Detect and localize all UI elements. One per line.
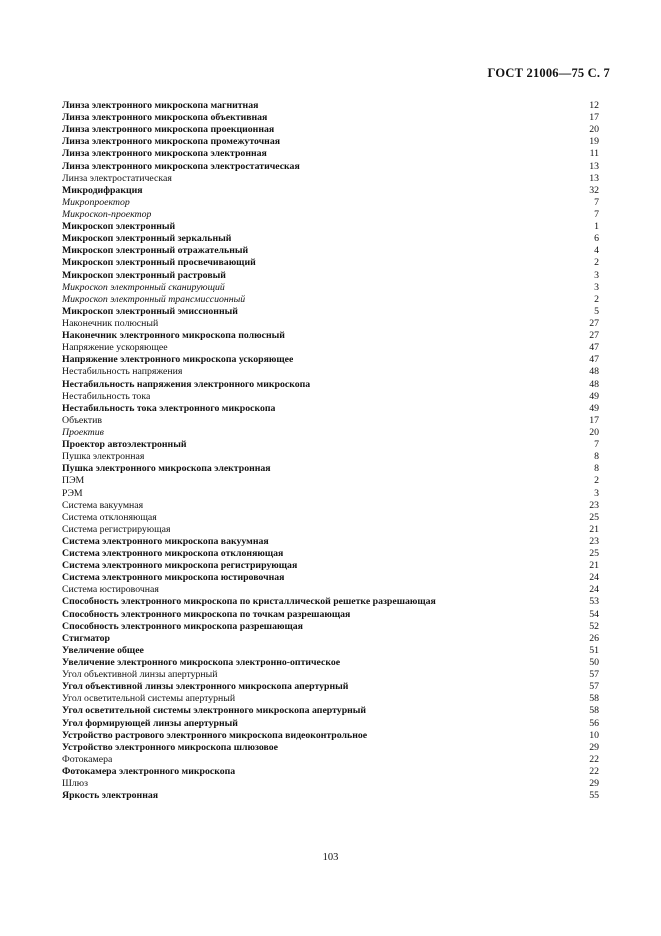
index-entry (62, 148, 599, 160)
index-page-ref: 10 (589, 729, 599, 741)
index-entry (62, 221, 599, 233)
index-page-ref: 24 (589, 584, 599, 596)
index-entry (62, 512, 599, 524)
index-term: Угол объективной линзы электронного микроскопа апертурный (62, 681, 349, 693)
index-term: Нестабильность напряжения электронного микроскопа (62, 378, 311, 390)
index-entry (62, 245, 599, 257)
index-entry (62, 233, 599, 245)
index-term: Система регистрирующая (62, 523, 171, 535)
index-term: Система электронного микроскопа вакуумная (62, 535, 269, 547)
index-entry (62, 451, 599, 463)
index-page-ref: 47 (589, 342, 599, 354)
index-term: Линза электронного микроскопа проекционная (62, 124, 275, 136)
index-term: Фотокамера электронного микроскопа (62, 766, 236, 778)
index-entry (62, 488, 599, 500)
index-entry (62, 209, 599, 221)
index-entry (62, 790, 599, 802)
index-page-ref: 2 (594, 475, 599, 487)
index-page-ref: 7 (594, 196, 599, 208)
index-entry (62, 609, 599, 621)
index-entry (62, 633, 599, 645)
index-entry (62, 718, 599, 730)
index-entry (62, 621, 599, 633)
index-entry (62, 681, 599, 693)
index-entry (62, 136, 599, 148)
index-term: Стигматор (62, 632, 111, 644)
index-term: Напряжение ускоряющее (62, 342, 168, 354)
index-term: Объектив (62, 414, 103, 426)
index-entry (62, 766, 599, 778)
index-page-ref: 22 (589, 753, 599, 765)
index-page-ref: 47 (589, 354, 599, 366)
index-term: Пушка электронного микроскопа электронная (62, 463, 271, 475)
index-page-ref: 23 (589, 535, 599, 547)
index-term: Линза электростатическая (62, 172, 172, 184)
index-entry (62, 173, 599, 185)
document-header: ГОСТ 21006—75 С. 7 (487, 66, 610, 80)
index-entry (62, 584, 599, 596)
index-term: Фотокамера (62, 753, 113, 765)
index-page-ref: 11 (589, 148, 599, 160)
index-term: Шлюз (62, 778, 88, 790)
index-term: Способность электронного микроскопа по кристаллической решетке разрешающая (62, 596, 436, 608)
index-page-ref: 2 (594, 257, 599, 269)
index-entry (62, 730, 599, 742)
index-page-ref: 13 (589, 172, 599, 184)
index-term: Микроскоп электронный просвечивающий (62, 257, 256, 269)
index-entry (62, 282, 599, 294)
index-page-ref: 58 (589, 705, 599, 717)
index-entry (62, 754, 599, 766)
index-term: Устройство электронного микроскопа шлюзовое (62, 741, 279, 753)
index-term: Нестабильность тока (62, 390, 151, 402)
index-term: Система отклоняющая (62, 511, 157, 523)
index-term: Проектив (62, 426, 104, 438)
index-term: Угол осветительной системы апертурный (62, 693, 236, 705)
index-term: Угол осветительной системы электронного микроскопа апертурный (62, 705, 367, 717)
index-entry (62, 778, 599, 790)
index-term: Нестабильность напряжения (62, 366, 183, 378)
index-page-ref: 6 (594, 233, 599, 245)
index-term: Увеличение общее (62, 644, 144, 656)
index-page-ref: 32 (589, 184, 599, 196)
index-page-ref: 48 (589, 378, 599, 390)
index-page-ref: 3 (594, 281, 599, 293)
index-page-ref: 55 (589, 790, 599, 802)
index-term: Микроскоп электронный растровый (62, 269, 226, 281)
index-term: Увеличение электронного микроскопа электронно-оптическое (62, 657, 341, 669)
index-term: Микроскоп электронный трансмиссионный (62, 293, 246, 305)
index-page-ref: 51 (589, 644, 599, 656)
index-entry (62, 354, 599, 366)
index-entry (62, 524, 599, 536)
index-term: Угол формирующей линзы апертурный (62, 717, 238, 729)
index-term: Линза электронного микроскопа магнитная (62, 100, 259, 111)
index-page-ref: 25 (589, 548, 599, 560)
index-entry (62, 657, 599, 669)
index-entry (62, 100, 599, 112)
index-page-ref: 20 (589, 124, 599, 136)
index-term: Способность электронного микроскопа разрешающая (62, 620, 303, 632)
index-page-ref: 8 (594, 451, 599, 463)
index-entry (62, 185, 599, 197)
index-page-ref: 7 (594, 208, 599, 220)
index-entry (62, 112, 599, 124)
index-entry (62, 379, 599, 391)
index-page-ref: 58 (589, 693, 599, 705)
index-term: Пушка электронная (62, 451, 145, 463)
index-entry (62, 124, 599, 136)
index-entry (62, 427, 599, 439)
index-entry (62, 197, 599, 209)
index-page-ref: 27 (589, 330, 599, 342)
index-page-ref: 13 (589, 160, 599, 172)
index-term: Микроскоп электронный эмиссионный (62, 305, 238, 317)
index-term: Система электронного микроскопа регистрирующая (62, 560, 298, 572)
index-term: Нестабильность тока электронного микроскопа (62, 402, 276, 414)
index-term: ПЭМ (62, 475, 85, 487)
index-entry (62, 536, 599, 548)
index-page-ref: 7 (594, 439, 599, 451)
index-page-ref: 12 (589, 100, 599, 111)
index-page-ref: 17 (589, 112, 599, 124)
index-entry (62, 366, 599, 378)
index-term: Наконечник полюсный (62, 317, 159, 329)
index-term: Система вакуумная (62, 499, 144, 511)
page-number: 103 (322, 852, 339, 863)
index-term: Микроскоп электронный (62, 221, 176, 233)
index-page-ref: 25 (589, 511, 599, 523)
index-term: Устройство растрового электронного микроскопа видеоконтрольное (62, 729, 368, 741)
index-entry (62, 415, 599, 427)
index-term: Способность электронного микроскопа по точкам разрешающая (62, 608, 351, 620)
index-term: Линза электронного микроскопа электростатическая (62, 160, 300, 172)
index-term: РЭМ (62, 487, 83, 499)
index-page-ref: 54 (589, 608, 599, 620)
index-term: Система электронного микроскопа отклоняющая (62, 548, 284, 560)
index-entry (62, 560, 599, 572)
index-entry (62, 705, 599, 717)
index-term: Угол объективной линзы апертурный (62, 669, 218, 681)
index-page-ref: 29 (589, 778, 599, 790)
index-page-ref: 22 (589, 766, 599, 778)
index-page-ref: 5 (594, 305, 599, 317)
index-entry (62, 596, 599, 608)
index-page-ref: 23 (589, 499, 599, 511)
index-term: Яркость электронная (62, 790, 159, 802)
index-page-ref: 1 (594, 221, 599, 233)
index-page-ref: 8 (594, 463, 599, 475)
index-term: Наконечник электронного микроскопа полюсный (62, 330, 285, 342)
index-term: Система электронного микроскопа юстировочная (62, 572, 285, 584)
index-page-ref: 56 (589, 717, 599, 729)
index-term: Микроскоп электронный зеркальный (62, 233, 232, 245)
index-entry (62, 403, 599, 415)
index-entry (62, 669, 599, 681)
index-page-ref: 26 (589, 632, 599, 644)
index-page-ref: 19 (589, 136, 599, 148)
index-page-ref: 3 (594, 487, 599, 499)
index-page-ref: 49 (589, 402, 599, 414)
index-list (62, 100, 599, 802)
index-page-ref: 53 (589, 596, 599, 608)
index-term: Линза электронного микроскопа объективная (62, 112, 268, 124)
index-page-ref: 4 (594, 245, 599, 257)
index-entry (62, 645, 599, 657)
index-page-ref: 21 (589, 523, 599, 535)
index-entry (62, 257, 599, 269)
index-entry (62, 548, 599, 560)
index-entry (62, 294, 599, 306)
index-entry (62, 161, 599, 173)
index-entry (62, 330, 599, 342)
index-page-ref: 2 (594, 293, 599, 305)
index-page-ref: 3 (594, 269, 599, 281)
index-page-ref: 52 (589, 620, 599, 632)
index-term: Микроскоп электронный сканирующий (62, 281, 225, 293)
index-term: Микродифракция (62, 184, 143, 196)
index-term: Линза электронного микроскопа электронная (62, 148, 267, 160)
index-entry (62, 439, 599, 451)
index-page-ref: 29 (589, 741, 599, 753)
index-term: Напряжение электронного микроскопа ускоряющее (62, 354, 294, 366)
index-term: Линза электронного микроскопа промежуточная (62, 136, 281, 148)
index-term: Проектор автоэлектронный (62, 439, 187, 451)
index-page-ref: 50 (589, 657, 599, 669)
index-entry (62, 693, 599, 705)
index-entry (62, 572, 599, 584)
index-term: Система юстировочная (62, 584, 159, 596)
index-entry (62, 306, 599, 318)
index-entry (62, 342, 599, 354)
index-page-ref: 21 (589, 560, 599, 572)
index-term: Микропроектор (62, 196, 130, 208)
index-term: Микроскоп электронный отражательный (62, 245, 249, 257)
index-term: Микроскоп-проектор (62, 208, 152, 220)
index-page-ref: 27 (589, 317, 599, 329)
index-entry (62, 318, 599, 330)
index-entry (62, 500, 599, 512)
index-page-ref: 20 (589, 426, 599, 438)
index-page-ref: 49 (589, 390, 599, 402)
index-entry (62, 475, 599, 487)
index-page-ref: 57 (589, 669, 599, 681)
index-entry (62, 742, 599, 754)
index-page-ref: 57 (589, 681, 599, 693)
index-entry (62, 391, 599, 403)
index-page-ref: 24 (589, 572, 599, 584)
index-entry (62, 463, 599, 475)
index-entry (62, 270, 599, 282)
index-page-ref: 17 (589, 414, 599, 426)
index-page-ref: 48 (589, 366, 599, 378)
